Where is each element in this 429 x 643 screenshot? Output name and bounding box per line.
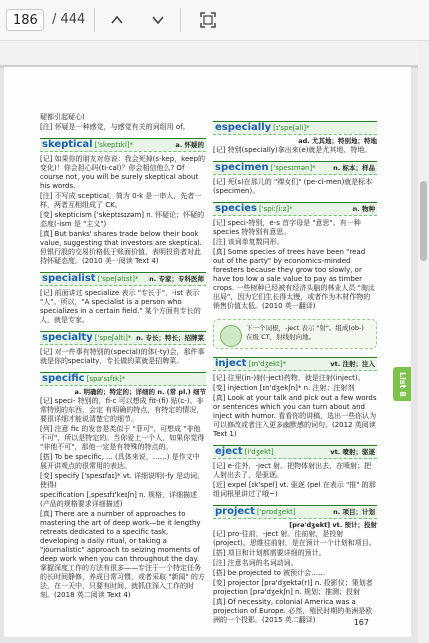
entry-text: [记] speci- 特别的，fi-c 可以想成 fit-(fi) 贴(c-)。非常特别的东西，会定 有明确的特点，有特定的情况，要很详细才能说清楚它的细节。 xyxy=(40,397,204,423)
phonetic: ['spesɪmən]* xyxy=(270,164,316,172)
tip-box xyxy=(213,319,377,349)
entry-text: [真] Of necessity, colonial America was a projection of Europe. 必然，殖民时期的美洲是欧洲的一个投影。(2015 英二翻译) xyxy=(213,598,373,624)
entry-text: [记] speci-特别，e-s 首字母是 "意思"。有一种 species 特特别有意思。 xyxy=(213,219,361,236)
next-page-button[interactable] xyxy=(146,8,170,32)
headword: specimen xyxy=(215,162,269,173)
phonetic: ['speʃəlti]* xyxy=(94,334,132,342)
headword-entry xyxy=(213,445,377,459)
entry-text: [搭] be projected to 被预计会…… xyxy=(213,569,326,577)
page-number-input[interactable] xyxy=(6,9,44,31)
fullscreen-button[interactable] xyxy=(196,8,220,32)
scrollbar-thumb[interactable] xyxy=(420,181,427,261)
entry-text: [记] pro-往前，-ject 射。往前射，是投射(project)。思维往前射，是在预计一个计划和项目。 xyxy=(213,530,376,547)
definition-line: [prə'dʒekt] vt. 预计；投射 xyxy=(289,521,377,529)
definition: a. 怀疑的 xyxy=(175,141,204,149)
headword-entry xyxy=(40,272,206,286)
headword-entry xyxy=(40,331,206,345)
headword: specialty xyxy=(42,332,93,343)
definition: n. 专长；特长；招牌菜 xyxy=(136,334,204,342)
chevron-up-icon xyxy=(110,13,124,27)
headword-entry xyxy=(40,372,206,386)
entry-text: [搭] To be specific, ... (具体来说，……) 是作文中展开讲观点的很常用的表达。 xyxy=(40,453,200,470)
definition: n. 专家；专科医师 xyxy=(149,275,204,283)
chevron-down-icon xyxy=(151,13,165,27)
entry-text: [变] projector [prə'dʒektə(r)] n. 投影仪；策划者 projection [prə'dʒekʃn] n. 规划；推测；投射 xyxy=(213,579,373,596)
phonetic: ['skeptɪkl]* xyxy=(94,141,134,149)
headword: inject xyxy=(215,358,247,369)
document-page xyxy=(4,67,411,637)
headword: eject xyxy=(215,446,243,457)
headword-entry xyxy=(213,357,377,371)
headword-entry xyxy=(213,505,377,519)
entry-text: [变] skepticism ['skeptɪsɪzəm] n. 怀疑论；怀疑的态度(-ism 是 "主义") xyxy=(40,211,205,228)
entry-text: [注] 不写成 sceptical，简为 0-k 是一串人，先者一样，两者互相组成了 CK。 xyxy=(40,192,202,209)
entry-text: [列] 注意 fic 的发音是类似于 "菲可"，可想成 "非他不可"，所以是特定的。当你爱上一个人，如果你觉得 "非他不可"，那他一定是有特殊的特点的。 xyxy=(40,425,205,451)
toolbar-divider xyxy=(94,8,95,32)
entry-text: [记] 死(s)在那儿的 "裸女们" (pe-ci-men)就是标本(specimen)。 xyxy=(213,178,373,195)
headword: specific xyxy=(42,373,85,384)
entry-text: [记] 如果你的朋友对你说：我会死掉(s-kep，keep的变化)！你会担心吗(ti-cal)？你会相信他么? Of course not, you will be surely skeptical about his words. xyxy=(40,155,206,190)
headword: project xyxy=(215,506,255,517)
fullscreen-icon xyxy=(200,12,216,28)
entry-text: [记] 前面讲过 specialize 表示 "专长于"，-ist 表示 "人"。所以，"A specialist is a person who specializes in a certain field." 某个方面有专长的人，就是专家。 xyxy=(40,289,201,324)
phonetic: ['prɒdʒekt] xyxy=(256,508,296,516)
headword-entry xyxy=(213,161,377,175)
phonetic: [spə'sɪfɪk]* xyxy=(86,375,126,383)
left-column xyxy=(40,113,206,601)
definition: n. 标本；样品 xyxy=(333,164,375,172)
headword: especially xyxy=(215,122,272,133)
headword-entry xyxy=(213,202,377,216)
entry-text: [记] 往里(in-)射(-ject)药物，就是注射(inject)。 xyxy=(213,374,365,382)
page-number: 167 xyxy=(353,618,369,627)
toolbar-divider xyxy=(180,8,181,32)
total-pages-label: / 444 xyxy=(52,12,86,27)
entry-text: [真] There are a number of approaches to mastering the art of deep work—be it lengthy retreats dedicated to a specific task, developing a daily ritual, or taking a "journalistic" approach to seizing moments of deep work when you can throughout the day. 掌握深度工作的方法有很多——专注于一个特定任务的长时间静修，养成日常习惯，或者采取 "新闻" 的方法，在一天中，只要有时间，就抓住深入工作的时刻。(2018 英二阅读 Text 4) xyxy=(40,510,205,599)
pdf-toolbar xyxy=(0,0,429,41)
entry-text: [变] injection [ɪn'dʒekʃn]* n. 注射；注射剂 xyxy=(213,384,355,392)
headword: specialist xyxy=(42,273,96,284)
entry-text: [真] Look at your talk and pick out a few words or sentences which you can turn about and inject with humor. 看看你的讲稿，选出一些你认为可以修改或者注入更多幽默感的词句。(2012 英阅读 Text 1) xyxy=(213,394,377,438)
entry-text: [记] e-往外，-ject 射。把物体射出去，在喷射；把人射出去了，是驱逐。 xyxy=(213,462,372,479)
phonetic: [ɪ'speʃəli]* xyxy=(273,124,310,132)
entry-text: [注] 注意名词的名词动词。 xyxy=(213,559,298,567)
entry-text: [注] 怀疑是一种感觉，与感觉有关的词组用 of。 xyxy=(40,123,190,131)
phonetic: [ɪn'dʒekt]* xyxy=(248,360,286,368)
headword: skeptical xyxy=(42,139,93,150)
entry-text: [真] Some species of trees have been "read out of the party" by economics-minded foresters because they grow too slowly, or have too low a sale value to pay as timber crops. 一些树种已经被有经济头脑的林业人员 "淘汰出局"，因为它们生长得太慢，或者作为木材作物的销售价值太低。(2010 英一翻译) xyxy=(213,248,375,310)
headword-entry xyxy=(213,121,377,135)
list-tab: List 8 xyxy=(393,367,411,401)
entry-text: 疑都引起疑心) xyxy=(40,113,85,121)
entry-text: [搭] 项目和计划都需要详细的预计。 xyxy=(213,549,326,557)
entry-text: specification [ˌspesɪfɪ'keɪʃn] n. 规格，详细描述(产品的规格要求详细描述) xyxy=(40,491,198,508)
previous-page-edge xyxy=(0,41,418,68)
definition: vt. 注射；注入 xyxy=(330,360,375,368)
phonetic: [i'dʒekt] xyxy=(244,448,274,456)
definition-line: ad. 尤其地；特别地；特地 xyxy=(298,137,377,145)
tip-text: 下一个词根，-ject 表示 "射"。组成(ob-)在级 CT，射线射向地。 xyxy=(246,324,364,341)
headword-entry xyxy=(40,138,206,152)
right-column xyxy=(213,115,377,626)
definition: n. 物种 xyxy=(352,205,375,213)
entry-text: [变] specify ['spesɪfaɪ]* vt. 详细说明(-fy 是动词，使得) xyxy=(40,472,205,489)
definition-line: a. 明确的；特定的；详细的 n. (常 pl.) 细节 xyxy=(74,388,206,396)
entry-text: [注] 该词单复数同形。 xyxy=(213,238,284,246)
mascot-icon xyxy=(220,325,242,347)
phonetic: ['speʃəlɪst]* xyxy=(97,275,139,283)
entry-text: [记] 特别(specially)拿出来(e)就是尤其地、特地。 xyxy=(213,146,372,154)
phonetic: ['spiːʃiːz]* xyxy=(258,205,293,213)
entry-text: [记] 对一件事有特别的(special)的体(-ty)会，那件事就是你的specialty，专长做的菜就是招牌菜。 xyxy=(40,348,205,365)
entry-text: [近] expel [ɪk'spel] vt. 驱逐 (pel 在表示 "推" 的那组词根里讲过了哦~) xyxy=(213,481,376,498)
headword: species xyxy=(215,203,257,214)
definition: n. 项目；计划 xyxy=(333,508,375,516)
previous-page-button[interactable] xyxy=(105,8,129,32)
definition: vt. 喷射；驱逐 xyxy=(330,448,375,456)
entry-text: [真] But banks' shares trade below their book value, suggesting that investors are skeptical. 但银行股的交易价格低于账面价值，表明投资者对此持怀疑态度。(2010 美一阅读 Text 4) xyxy=(40,230,202,265)
scrollbar[interactable] xyxy=(418,41,429,643)
